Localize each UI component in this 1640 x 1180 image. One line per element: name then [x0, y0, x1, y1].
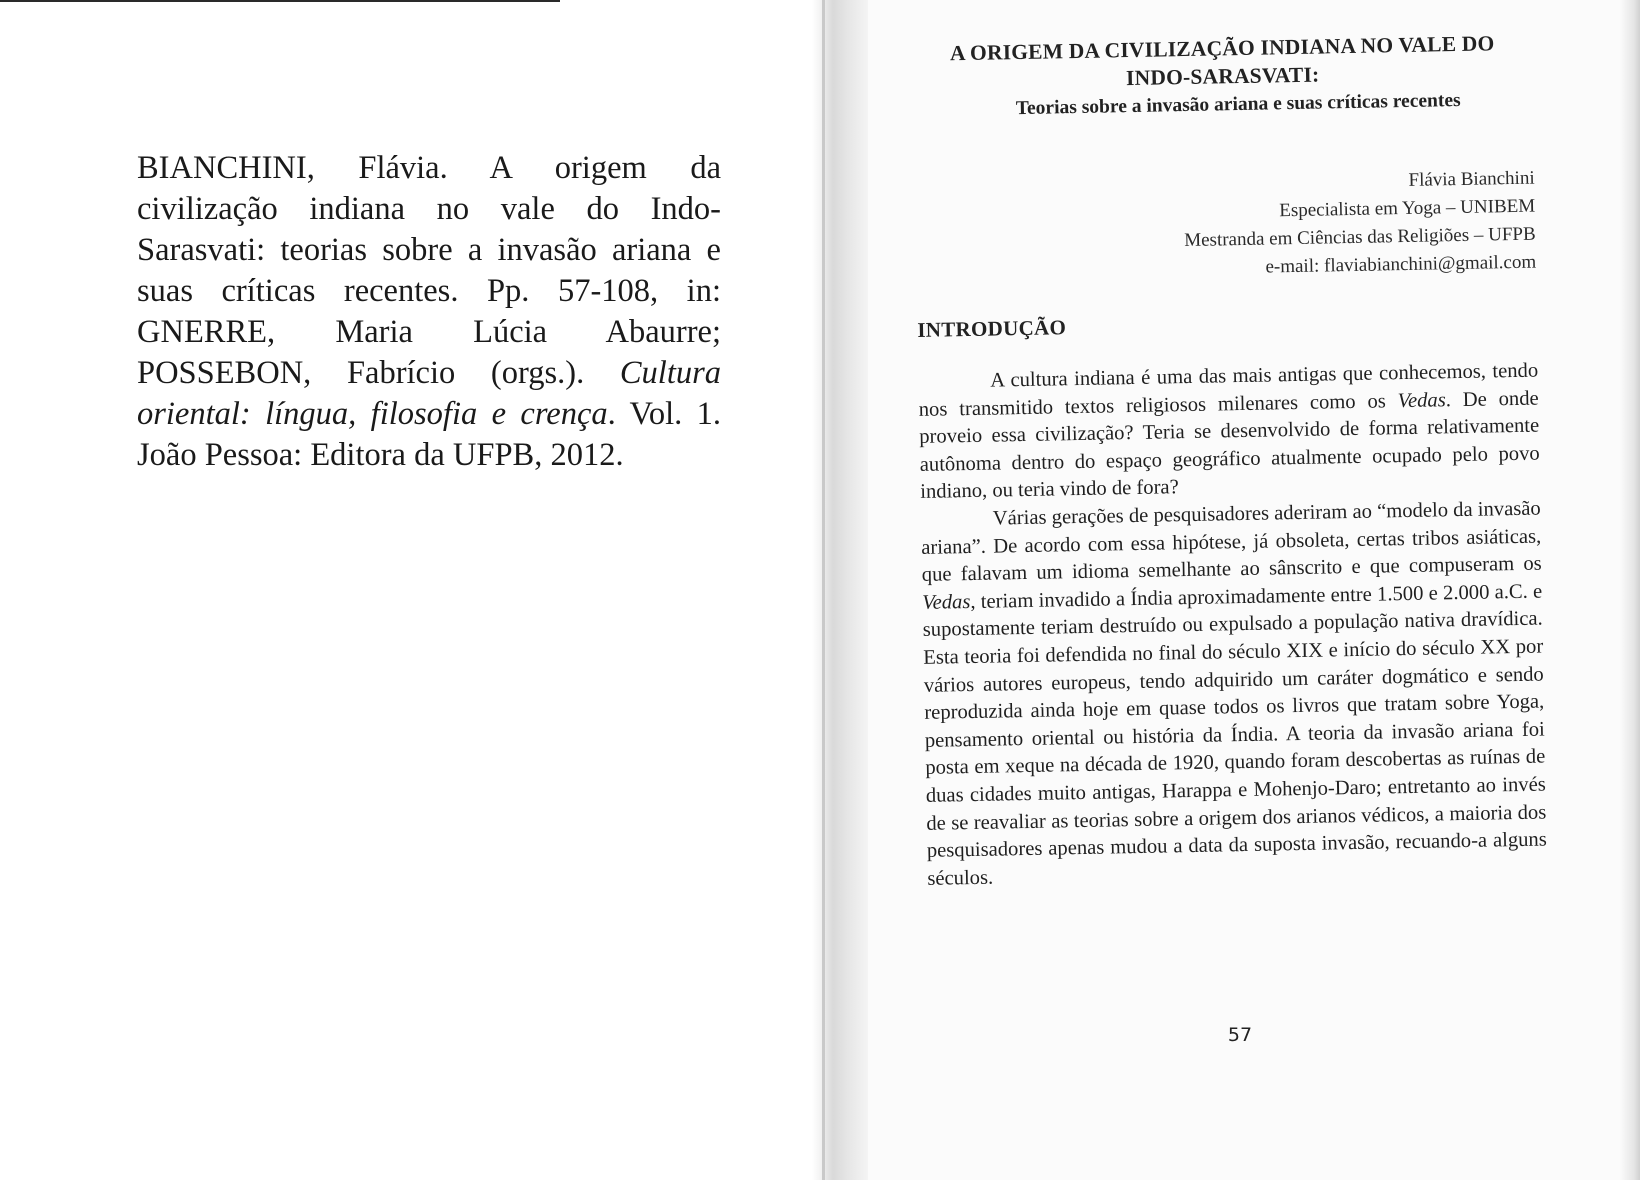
paragraph-1-text-c: . De onde proveio essa civilização? Teria se desenvolvido de forma relativamente autônoma dentro do espaço geográfico atualmente ocupado pelo povo indiano, ou teria vindo de fora?: [919, 387, 1540, 504]
chapter-title-line-2: INDO-SARASVATI:: [1125, 62, 1320, 91]
paragraph-2-vedas: Vedas: [922, 590, 971, 614]
chapter-title: [912, 29, 1533, 96]
citation-book-title: Cultura oriental: língua, filosofia e crença: [137, 355, 721, 432]
top-rule: [0, 0, 560, 2]
citation-block: [137, 148, 721, 476]
chapter-subtitle: Teorias sobre a invasão ariana e suas críticas recentes: [1015, 89, 1461, 120]
author-credential-1: Especialista em Yoga – UNIBEM: [1279, 195, 1536, 222]
paragraph-1-vedas: Vedas: [1397, 388, 1446, 412]
section-heading: INTRODUÇÃO: [917, 315, 1067, 342]
paragraph-2: [921, 496, 1548, 894]
page-number: 57: [1227, 1024, 1253, 1046]
chapter-title-line-1: A ORIGEM DA CIVILIZAÇÃO INDIANA NO VALE DO: [949, 31, 1495, 66]
right-page-edge: [1620, 0, 1640, 1180]
paragraph-1-text-a: A cultura indiana é uma das mais antigas que conhecemos, tendo nos transmitido textos religiosos milenares como os: [918, 359, 1539, 421]
author-credential-2: Mestranda em Ciências das Religiões – UFPB: [1184, 223, 1536, 252]
author-email: e-mail: flaviabianchini@gmail.com: [1265, 251, 1537, 278]
citation-text: BIANCHINI, Flávia. A origem da civilização indiana no vale do Indo-Sarasvati: teorias sobre a invasão ariana e suas críticas recentes. Pp. 57-108, in: GNERRE, Maria Lúcia Abaurre; POSSEBON, Fabrício (orgs.).: [137, 150, 721, 391]
author-name: Flávia Bianchini: [1408, 167, 1535, 191]
paragraph-2-text-c: , teriam invadido a Índia aproximadamente entre 1.500 e 2.000 a.C. e supostamente teriam destruído ou expulsado a população nativa dravídica. Esta teoria foi defendida no final do século XIX e início do século XX por vários autores europeus, tendo adquirido um caráter dogmático e sendo reproduzida ainda hoje em quase todos os livros que tratam sobre Yoga, pensamento oriental ou história da Índia. A teoria da invasão ariana foi posta em xeque na década de 1920, quando foram descobertas as ruínas de duas cidades muito antigas, Harappa e Mohenjo-Daro; entretanto ao invés de se reavaliar as teorias sobre a origem dos arianos védicos, a maioria dos pesquisadores apenas mudou a data da suposta invasão, recuando-a alguns séculos.: [922, 580, 1547, 890]
paragraph-2-text-a: Várias gerações de pesquisadores aderiram ao “modelo da invasão ariana”. De acordo com essa hipótese, já obsoleta, certas tribos asiáticas, que falavam um idioma semelhante ao sânscrito e que compuseram os: [921, 497, 1542, 587]
body-text: [918, 358, 1548, 894]
citation-publisher: . Vol. 1. João Pessoa: Editora da UFPB, 2012.: [137, 396, 721, 473]
gutter-edge: [822, 0, 825, 1180]
author-info: [914, 165, 1536, 288]
chapter-text-block: [912, 29, 1548, 893]
book-gutter: [812, 0, 872, 1180]
paragraph-1: [918, 358, 1540, 507]
